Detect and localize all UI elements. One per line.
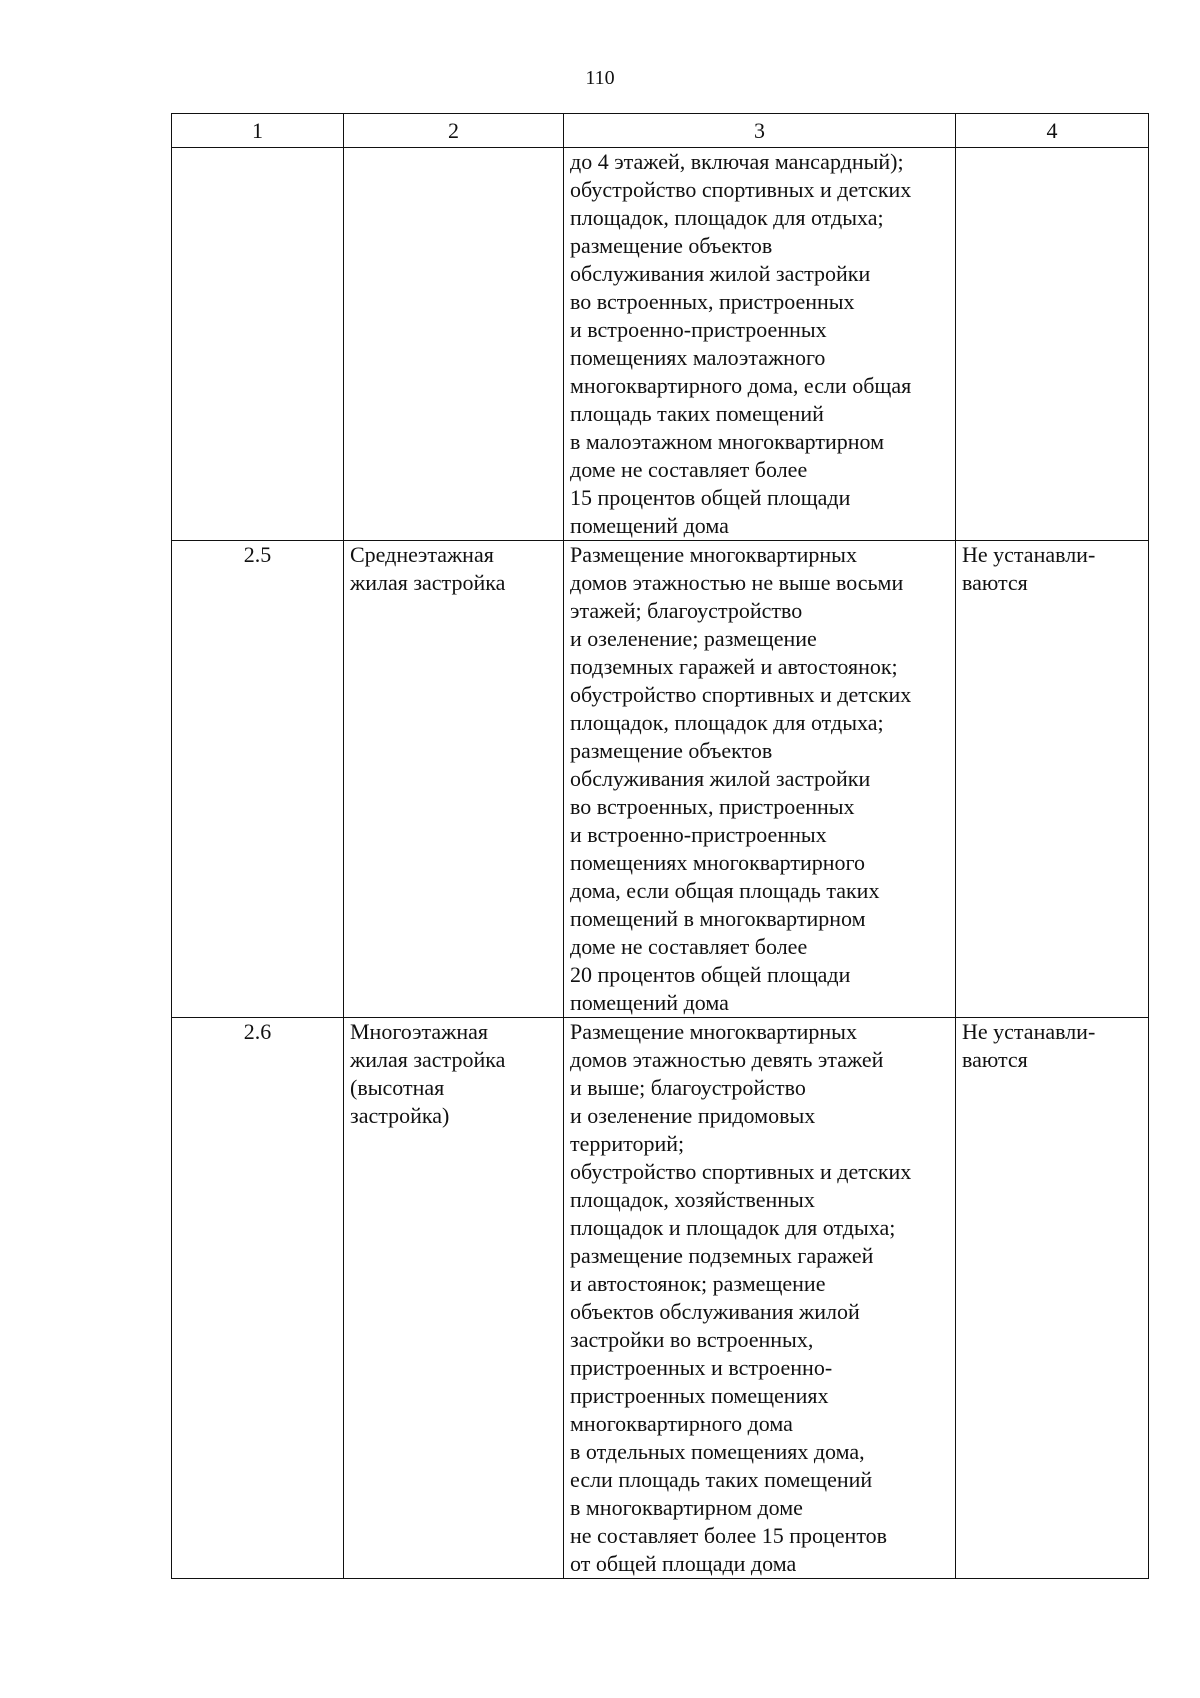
- header-col-2: 2: [344, 114, 564, 148]
- table-header-row: [172, 114, 1149, 148]
- table-row: [172, 1018, 1149, 1579]
- row-name-cell: [344, 541, 564, 1018]
- row-description-cell: [564, 1018, 956, 1579]
- cell-text-line: обустройство спортивных и детских: [570, 1159, 912, 1184]
- cell-text-line: и встроенно-пристроенных: [570, 317, 827, 342]
- cell-text-line: и озеленение придомовых: [570, 1103, 816, 1128]
- cell-text-line: 15 процентов общей площади: [570, 485, 851, 510]
- cell-text-line: застройка): [350, 1103, 450, 1128]
- cell-text-line: пристроенных и встроенно-: [570, 1355, 833, 1380]
- cell-text-line: домов этажностью не выше восьми: [570, 570, 904, 595]
- cell-text-line: если площадь таких помещений: [570, 1467, 873, 1492]
- cell-text-line: и озеленение; размещение: [570, 626, 817, 651]
- cell-text-line: жилая застройка: [350, 1047, 506, 1072]
- cell-text-line: обслуживания жилой застройки: [570, 261, 871, 286]
- cell-text-line: в отдельных помещениях дома,: [570, 1439, 865, 1464]
- cell-text-line: многоквартирного дома, если общая: [570, 373, 912, 398]
- row-params-cell: [956, 148, 1149, 541]
- row-code-cell: 2.5: [172, 541, 344, 1018]
- cell-text-line: 20 процентов общей площади: [570, 962, 851, 987]
- cell-text-line: площадок, хозяйственных: [570, 1187, 815, 1212]
- cell-text-line: и встроенно-пристроенных: [570, 822, 827, 847]
- header-col-1: 1: [172, 114, 344, 148]
- table-row: [172, 148, 1149, 541]
- row-params-cell: [956, 1018, 1149, 1579]
- land-use-table: [171, 113, 1149, 1579]
- cell-text-line: объектов обслуживания жилой: [570, 1299, 860, 1324]
- cell-text-line: пристроенных помещениях: [570, 1383, 829, 1408]
- row-description-cell: [564, 541, 956, 1018]
- page-number: 110: [585, 67, 615, 89]
- cell-text-line: территорий;: [570, 1131, 685, 1156]
- cell-text-line: от общей площади дома: [570, 1551, 797, 1576]
- cell-text-line: Размещение многоквартирных: [570, 1019, 857, 1044]
- cell-text-line: площадь таких помещений: [570, 401, 824, 426]
- cell-text-line: помещениях многоквартирного: [570, 850, 865, 875]
- cell-text-line: до 4 этажей, включая мансардный);: [570, 149, 904, 174]
- cell-text-line: и автостоянок; размещение: [570, 1271, 826, 1296]
- cell-text-line: обслуживания жилой застройки: [570, 766, 871, 791]
- row-name-cell: [344, 148, 564, 541]
- cell-text-line: и выше; благоустройство: [570, 1075, 806, 1100]
- cell-text-line: (высотная: [350, 1075, 445, 1100]
- cell-text-line: обустройство спортивных и детских: [570, 682, 912, 707]
- cell-text-line: Многоэтажная: [350, 1019, 489, 1044]
- row-code-cell: 2.6: [172, 1018, 344, 1579]
- cell-text-line: во встроенных, пристроенных: [570, 289, 855, 314]
- cell-text-line: ваются: [962, 1047, 1028, 1072]
- cell-text-line: многоквартирного дома: [570, 1411, 793, 1436]
- row-code-cell: [172, 148, 344, 541]
- row-params-cell: [956, 541, 1149, 1018]
- cell-text-line: помещениях малоэтажного: [570, 345, 826, 370]
- cell-text-line: размещение объектов: [570, 233, 773, 258]
- cell-text-line: жилая застройка: [350, 570, 506, 595]
- cell-text-line: во встроенных, пристроенных: [570, 794, 855, 819]
- table-row: [172, 541, 1149, 1018]
- cell-text-line: домов этажностью девять этажей: [570, 1047, 884, 1072]
- cell-text-line: ваются: [962, 570, 1028, 595]
- cell-text-line: помещений дома: [570, 990, 729, 1015]
- cell-text-line: Размещение многоквартирных: [570, 542, 857, 567]
- cell-text-line: в малоэтажном многоквартирном: [570, 429, 885, 454]
- cell-text-line: не составляет более 15 процентов: [570, 1523, 888, 1548]
- cell-text-line: размещение подземных гаражей: [570, 1243, 874, 1268]
- cell-text-line: этажей; благоустройство: [570, 598, 803, 623]
- cell-text-line: подземных гаражей и автостоянок;: [570, 654, 898, 679]
- cell-text-line: площадок, площадок для отдыха;: [570, 710, 884, 735]
- cell-text-line: помещений в многоквартирном: [570, 906, 866, 931]
- cell-text-line: помещений дома: [570, 513, 729, 538]
- cell-text-line: Не устанавли-: [962, 1019, 1096, 1044]
- cell-text-line: размещение объектов: [570, 738, 773, 763]
- cell-text-line: застройки во встроенных,: [570, 1327, 814, 1352]
- header-col-4: 4: [956, 114, 1149, 148]
- cell-text-line: площадок и площадок для отдыха;: [570, 1215, 896, 1240]
- row-description-cell: [564, 148, 956, 541]
- cell-text-line: площадок, площадок для отдыха;: [570, 205, 884, 230]
- cell-text-line: доме не составляет более: [570, 457, 808, 482]
- cell-text-line: обустройство спортивных и детских: [570, 177, 912, 202]
- header-col-3: 3: [564, 114, 956, 148]
- row-name-cell: [344, 1018, 564, 1579]
- cell-text-line: Не устанавли-: [962, 542, 1096, 567]
- cell-text-line: Среднеэтажная: [350, 542, 494, 567]
- cell-text-line: в многоквартирном доме: [570, 1495, 803, 1520]
- cell-text-line: дома, если общая площадь таких: [570, 878, 880, 903]
- cell-text-line: доме не составляет более: [570, 934, 808, 959]
